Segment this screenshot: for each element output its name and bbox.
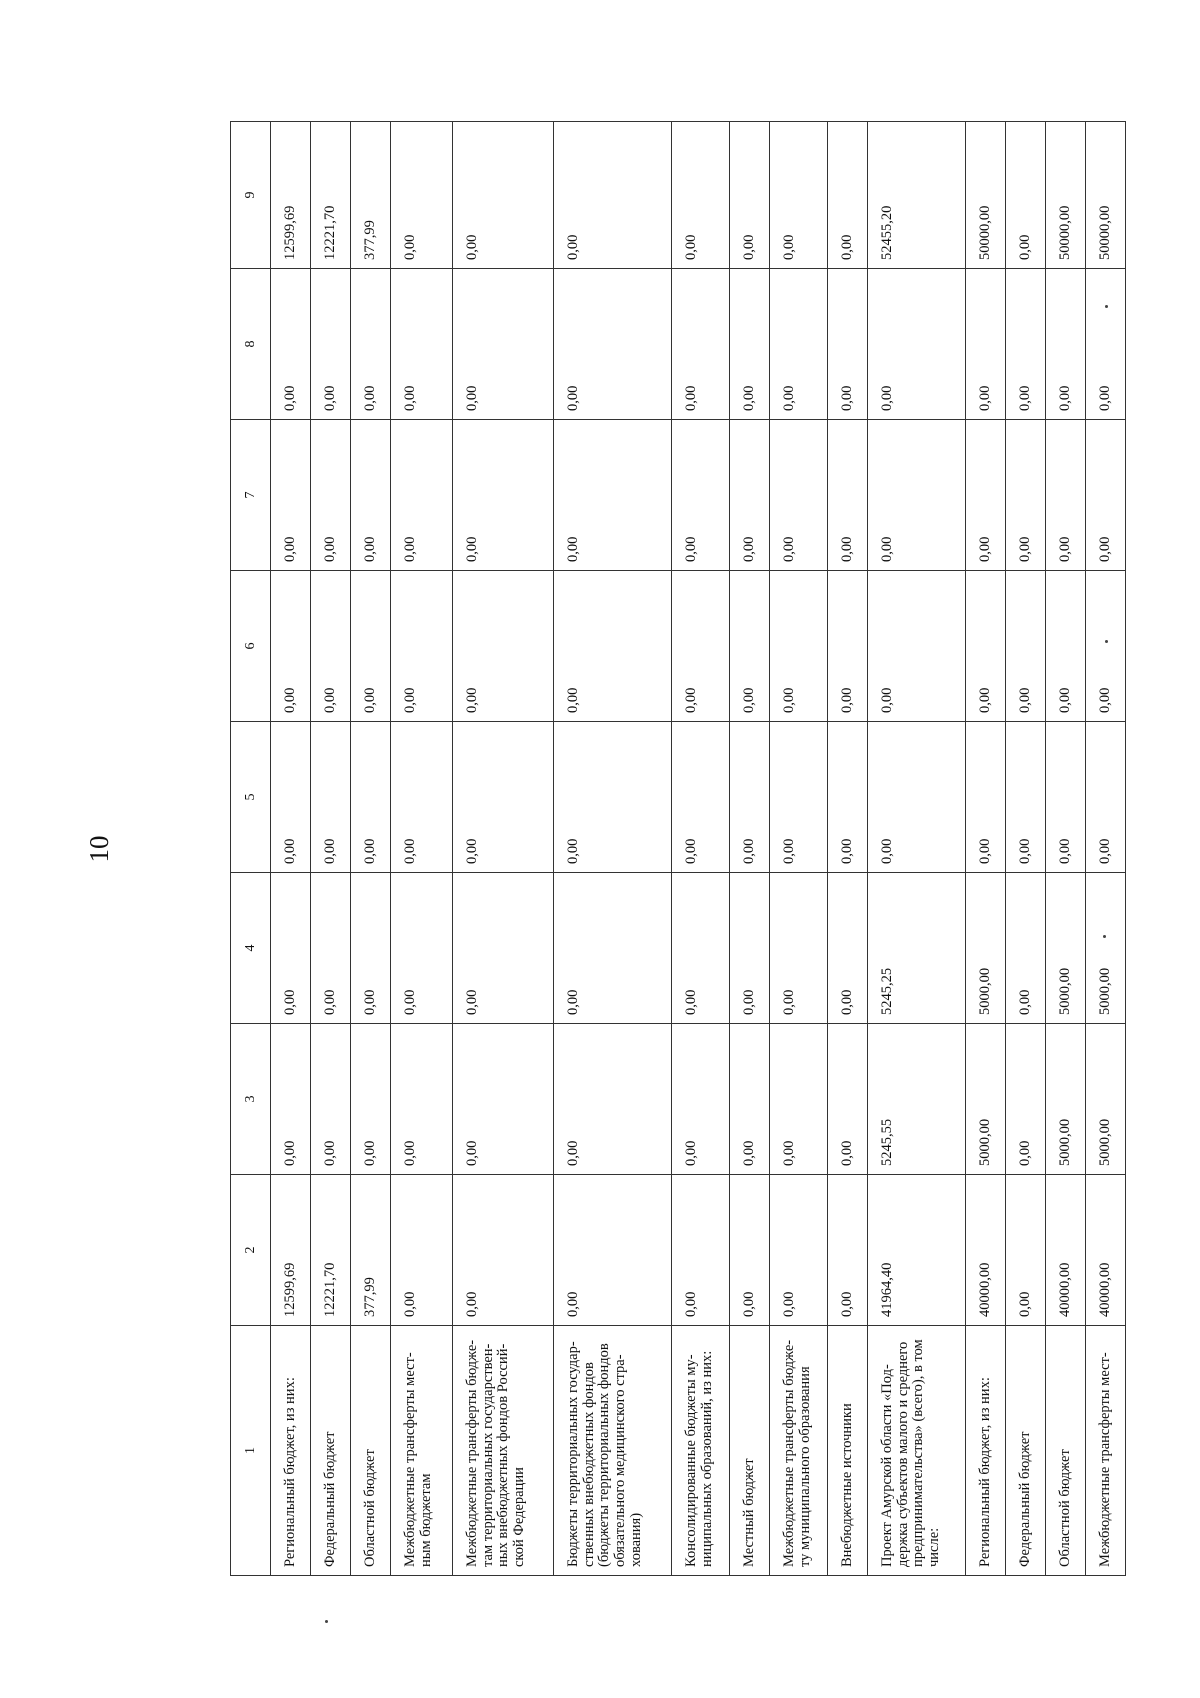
table-row bbox=[453, 122, 554, 1576]
cell-value: 0,00 bbox=[730, 873, 770, 1024]
cell-value: 0,00 bbox=[311, 722, 351, 873]
table-row bbox=[554, 122, 672, 1576]
cell-value: 0,00 bbox=[1006, 420, 1046, 571]
cell-value: 0,00 bbox=[770, 873, 828, 1024]
row-label: Федеральный бюджет bbox=[311, 1326, 351, 1576]
table-row bbox=[1086, 122, 1126, 1576]
cell-value: 0,00 bbox=[1046, 722, 1086, 873]
cell-value: 0,00 bbox=[1086, 722, 1126, 873]
cell-value: 0,00 bbox=[351, 722, 391, 873]
cell-value: 5000,00 bbox=[966, 873, 1006, 1024]
cell-value: 12221,70 bbox=[311, 1175, 351, 1326]
cell-value: 0,00 bbox=[554, 1024, 672, 1175]
cell-value: 0,00 bbox=[966, 571, 1006, 722]
cell-value: 0,00 bbox=[391, 1175, 453, 1326]
cell-value: 0,00 bbox=[1086, 269, 1126, 420]
cell-value: 0,00 bbox=[828, 1175, 868, 1326]
cell-value: 0,00 bbox=[672, 269, 730, 420]
cell-value: 0,00 bbox=[311, 420, 351, 571]
cell-value: 12599,69 bbox=[271, 122, 311, 269]
cell-value: 0,00 bbox=[351, 873, 391, 1024]
cell-value: 0,00 bbox=[1006, 269, 1046, 420]
row-label: Межбюджетные трансферты бюдже-там территориальных государствен-ных внебюджетных фондов Россий-ской Федерации bbox=[453, 1326, 554, 1576]
table-row bbox=[828, 122, 868, 1576]
cell-value: 50000,00 bbox=[966, 122, 1006, 269]
cell-value: 0,00 bbox=[1006, 1175, 1046, 1326]
cell-value: 0,00 bbox=[672, 571, 730, 722]
cell-value: 0,00 bbox=[730, 122, 770, 269]
cell-value: 0,00 bbox=[351, 269, 391, 420]
cell-value: 0,00 bbox=[828, 1024, 868, 1175]
cell-value: 0,00 bbox=[868, 722, 966, 873]
cell-value: 0,00 bbox=[391, 873, 453, 1024]
row-label: Бюджеты территориальных государ-ственных внебюджетных фондов (бюджеты территориальных фондов обязательного медицинского стра-хования) bbox=[554, 1326, 672, 1576]
cell-value: 0,00 bbox=[828, 122, 868, 269]
cell-value: 0,00 bbox=[271, 722, 311, 873]
cell-value: 0,00 bbox=[453, 122, 554, 269]
cell-value: 0,00 bbox=[868, 269, 966, 420]
cell-value: 0,00 bbox=[351, 1024, 391, 1175]
table-row bbox=[672, 122, 730, 1576]
cell-value: 0,00 bbox=[828, 722, 868, 873]
cell-value: 0,00 bbox=[554, 873, 672, 1024]
cell-value: 0,00 bbox=[672, 420, 730, 571]
cell-value: 0,00 bbox=[770, 1175, 828, 1326]
cell-value: 5000,00 bbox=[1046, 1024, 1086, 1175]
cell-value: 0,00 bbox=[271, 873, 311, 1024]
cell-value: 0,00 bbox=[554, 122, 672, 269]
cell-value: 50000,00 bbox=[1046, 122, 1086, 269]
cell-value: 0,00 bbox=[311, 873, 351, 1024]
column-header-6: 6 bbox=[231, 571, 271, 722]
cell-value: 0,00 bbox=[1046, 269, 1086, 420]
cell-value: 0,00 bbox=[730, 1024, 770, 1175]
cell-value: 0,00 bbox=[271, 1024, 311, 1175]
cell-value: 52455,20 bbox=[868, 122, 966, 269]
cell-value: 0,00 bbox=[1046, 571, 1086, 722]
cell-value: 0,00 bbox=[770, 571, 828, 722]
cell-value: 0,00 bbox=[391, 1024, 453, 1175]
cell-value: 0,00 bbox=[311, 1024, 351, 1175]
cell-value: 0,00 bbox=[868, 571, 966, 722]
cell-value: 50000,00 bbox=[1086, 122, 1126, 269]
row-label: Местный бюджет bbox=[730, 1326, 770, 1576]
cell-value: 40000,00 bbox=[1046, 1175, 1086, 1326]
table-row bbox=[1006, 122, 1046, 1576]
column-header-1: 1 bbox=[231, 1326, 271, 1576]
cell-value: 5000,00 bbox=[966, 1024, 1006, 1175]
cell-value: 0,00 bbox=[828, 571, 868, 722]
cell-value: 0,00 bbox=[271, 571, 311, 722]
cell-value: 5000,00 bbox=[1086, 873, 1126, 1024]
cell-value: 0,00 bbox=[1006, 722, 1046, 873]
table-row bbox=[351, 122, 391, 1576]
scan-speck bbox=[325, 1620, 328, 1623]
cell-value: 0,00 bbox=[672, 722, 730, 873]
cell-value: 0,00 bbox=[1006, 571, 1046, 722]
column-header-5: 5 bbox=[231, 722, 271, 873]
cell-value: 0,00 bbox=[1006, 1024, 1046, 1175]
cell-value: 0,00 bbox=[672, 1175, 730, 1326]
row-label: Региональный бюджет, из них: bbox=[966, 1326, 1006, 1576]
row-label: Проект Амурской области «Под-держка субъектов малого и среднего предпринимательства» (всего), в том числе: bbox=[868, 1326, 966, 1576]
column-header-2: 2 bbox=[231, 1175, 271, 1326]
cell-value: 0,00 bbox=[868, 420, 966, 571]
page-number: 10 bbox=[83, 835, 114, 863]
cell-value: 0,00 bbox=[730, 571, 770, 722]
column-header-3: 3 bbox=[231, 1024, 271, 1175]
scan-speck bbox=[1103, 935, 1106, 938]
row-label: Областной бюджет bbox=[1046, 1326, 1086, 1576]
row-label: Федеральный бюджет bbox=[1006, 1326, 1046, 1576]
table-row bbox=[770, 122, 828, 1576]
cell-value: 0,00 bbox=[966, 722, 1006, 873]
row-label: Межбюджетные трансферты мест- bbox=[1086, 1326, 1126, 1576]
table-row bbox=[868, 122, 966, 1576]
cell-value: 0,00 bbox=[351, 571, 391, 722]
cell-value: 0,00 bbox=[554, 571, 672, 722]
cell-value: 0,00 bbox=[828, 873, 868, 1024]
row-label: Межбюджетные трансферты бюдже-ту муниципального образования bbox=[770, 1326, 828, 1576]
table-row bbox=[271, 122, 311, 1576]
table-row bbox=[1046, 122, 1086, 1576]
budget-table bbox=[230, 121, 1126, 1576]
cell-value: 0,00 bbox=[770, 722, 828, 873]
cell-value: 0,00 bbox=[311, 269, 351, 420]
table-row bbox=[730, 122, 770, 1576]
cell-value: 0,00 bbox=[730, 1175, 770, 1326]
column-header-4: 4 bbox=[231, 873, 271, 1024]
cell-value: 0,00 bbox=[770, 122, 828, 269]
table-row bbox=[966, 122, 1006, 1576]
cell-value: 0,00 bbox=[554, 722, 672, 873]
table-row bbox=[391, 122, 453, 1576]
cell-value: 0,00 bbox=[391, 420, 453, 571]
row-label: Консолидированные бюджеты му-ниципальных образований, из них: bbox=[672, 1326, 730, 1576]
cell-value: 0,00 bbox=[1006, 873, 1046, 1024]
cell-value: 0,00 bbox=[391, 122, 453, 269]
cell-value: 5245,55 bbox=[868, 1024, 966, 1175]
cell-value: 0,00 bbox=[672, 873, 730, 1024]
cell-value: 0,00 bbox=[672, 1024, 730, 1175]
row-label: Межбюджетные трансферты мест-ным бюджетам bbox=[391, 1326, 453, 1576]
cell-value: 12599,69 bbox=[271, 1175, 311, 1326]
cell-value: 0,00 bbox=[730, 722, 770, 873]
cell-value: 0,00 bbox=[1086, 420, 1126, 571]
cell-value: 0,00 bbox=[770, 1024, 828, 1175]
cell-value: 5000,00 bbox=[1086, 1024, 1126, 1175]
cell-value: 0,00 bbox=[391, 269, 453, 420]
cell-value: 0,00 bbox=[966, 269, 1006, 420]
cell-value: 0,00 bbox=[828, 420, 868, 571]
cell-value: 0,00 bbox=[453, 722, 554, 873]
cell-value: 0,00 bbox=[453, 1024, 554, 1175]
column-header-8: 8 bbox=[231, 269, 271, 420]
cell-value: 0,00 bbox=[554, 269, 672, 420]
cell-value: 5245,25 bbox=[868, 873, 966, 1024]
header-row bbox=[231, 122, 271, 1576]
cell-value: 41964,40 bbox=[868, 1175, 966, 1326]
cell-value: 377,99 bbox=[351, 122, 391, 269]
row-label: Областной бюджет bbox=[351, 1326, 391, 1576]
scan-speck bbox=[1105, 640, 1108, 643]
cell-value: 0,00 bbox=[453, 873, 554, 1024]
cell-value: 377,99 bbox=[351, 1175, 391, 1326]
table-body bbox=[271, 122, 1126, 1576]
cell-value: 0,00 bbox=[966, 420, 1006, 571]
table-row bbox=[311, 122, 351, 1576]
cell-value: 0,00 bbox=[271, 420, 311, 571]
cell-value: 0,00 bbox=[770, 269, 828, 420]
cell-value: 0,00 bbox=[554, 1175, 672, 1326]
row-label: Внебюджетные источники bbox=[828, 1326, 868, 1576]
cell-value: 0,00 bbox=[453, 269, 554, 420]
column-header-9: 9 bbox=[231, 122, 271, 269]
cell-value: 0,00 bbox=[730, 420, 770, 571]
cell-value: 0,00 bbox=[453, 1175, 554, 1326]
column-header-7: 7 bbox=[231, 420, 271, 571]
scan-speck bbox=[1105, 305, 1108, 308]
cell-value: 12221,70 bbox=[311, 122, 351, 269]
cell-value: 0,00 bbox=[1086, 571, 1126, 722]
cell-value: 40000,00 bbox=[1086, 1175, 1126, 1326]
cell-value: 0,00 bbox=[453, 571, 554, 722]
cell-value: 0,00 bbox=[770, 420, 828, 571]
cell-value: 0,00 bbox=[271, 269, 311, 420]
cell-value: 0,00 bbox=[1006, 122, 1046, 269]
cell-value: 0,00 bbox=[391, 571, 453, 722]
budget-table-container bbox=[230, 122, 1113, 1576]
cell-value: 0,00 bbox=[730, 269, 770, 420]
cell-value: 0,00 bbox=[311, 571, 351, 722]
cell-value: 0,00 bbox=[554, 420, 672, 571]
cell-value: 0,00 bbox=[1046, 420, 1086, 571]
cell-value: 40000,00 bbox=[966, 1175, 1006, 1326]
cell-value: 0,00 bbox=[391, 722, 453, 873]
cell-value: 0,00 bbox=[351, 420, 391, 571]
cell-value: 0,00 bbox=[672, 122, 730, 269]
cell-value: 5000,00 bbox=[1046, 873, 1086, 1024]
row-label: Региональный бюджет, из них: bbox=[271, 1326, 311, 1576]
cell-value: 0,00 bbox=[453, 420, 554, 571]
cell-value: 0,00 bbox=[828, 269, 868, 420]
